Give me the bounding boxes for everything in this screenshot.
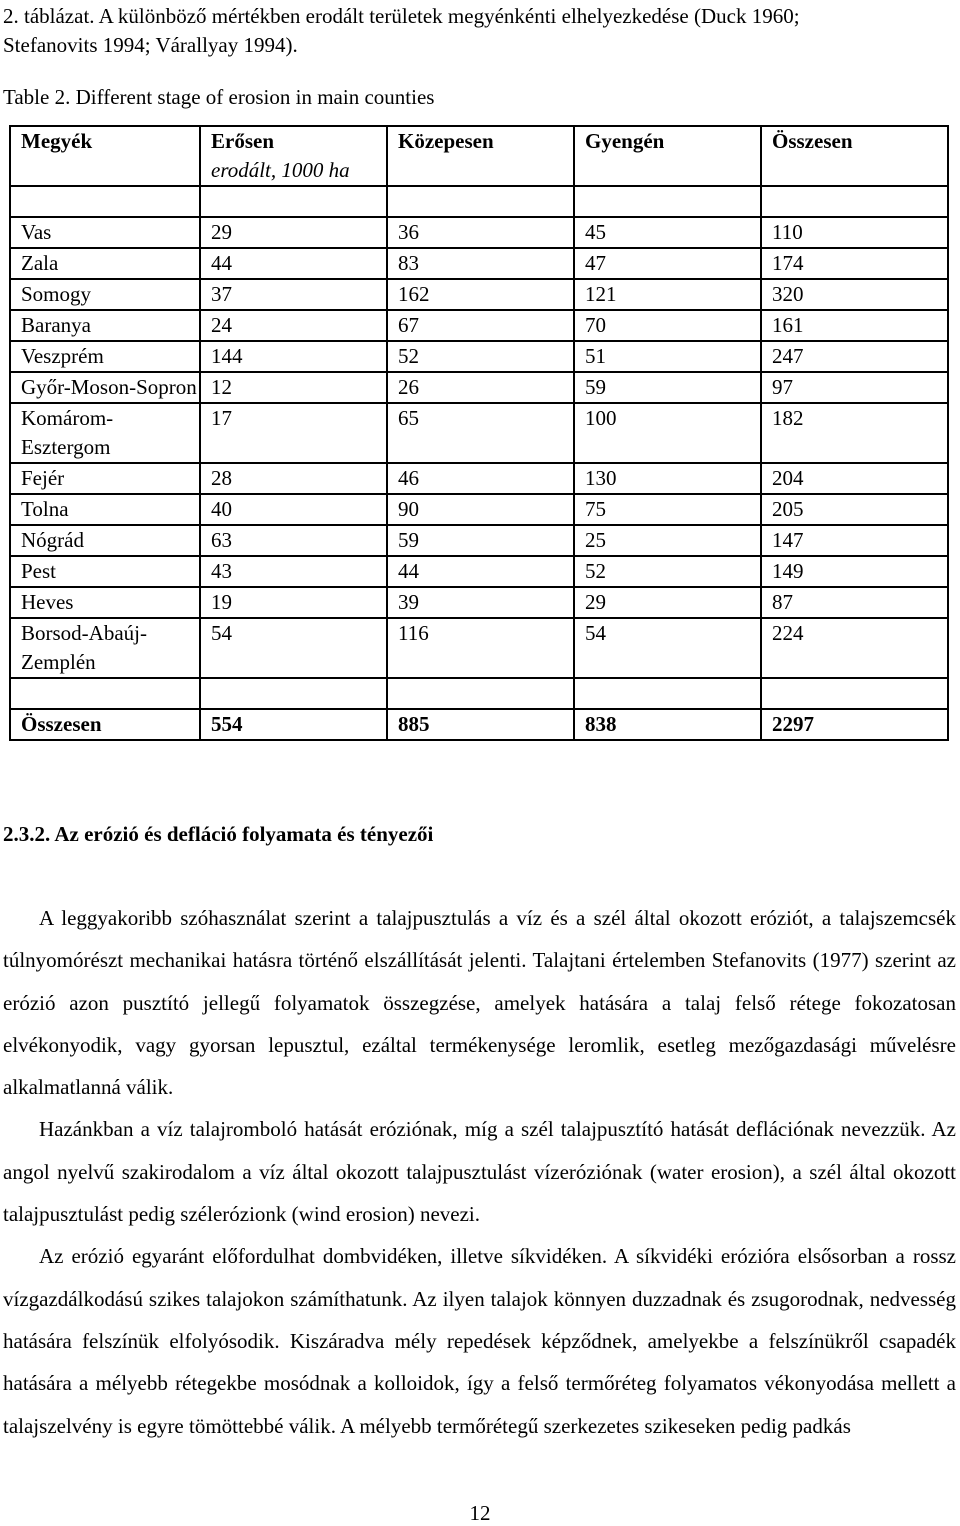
- cell-gyengen: 100: [574, 403, 761, 463]
- cell-erosen: 24: [200, 310, 387, 341]
- cell-osszesen: 320: [761, 279, 948, 310]
- cell-osszesen: 247: [761, 341, 948, 372]
- spacer-cell: [387, 678, 574, 709]
- section-heading: 2.3.2. Az erózió és defláció folyamata és tényezői: [3, 822, 434, 846]
- cell-erosen: 28: [200, 463, 387, 494]
- cell-osszesen: 97: [761, 372, 948, 403]
- table-row: [10, 372, 948, 403]
- cell-county: Pest: [10, 556, 200, 587]
- cell-osszesen: 182: [761, 403, 948, 463]
- paragraph-2: Hazánkban a víz talajromboló hatását eróziónak, míg a szél talajpusztító hatását deflációnak nevezzük. Az angol nyelvű szakirodalom a víz által okozott talajpusztulást vízeróziónak (water erosion), a szél által okozott talajpusztulást pedig szélerózionk (wind erosion) nevezi.: [3, 1117, 956, 1227]
- spacer-cell: [574, 678, 761, 709]
- cell-kozepesen: 83: [387, 248, 574, 279]
- cell-county: Nógrád: [10, 525, 200, 556]
- cell-gyengen: 52: [574, 556, 761, 587]
- cell-kozepesen: 52: [387, 341, 574, 372]
- cell-county: Vas: [10, 217, 200, 248]
- cell-county: Veszprém: [10, 341, 200, 372]
- header-osszesen: Összesen: [761, 126, 948, 186]
- cell-osszesen: 205: [761, 494, 948, 525]
- table-caption-hu: 2. táblázat. A különböző mértékben erodált területek megyénkénti elhelyezkedése (Duck 1960;: [3, 4, 800, 28]
- cell-county: Somogy: [10, 279, 200, 310]
- cell-kozepesen: 26: [387, 372, 574, 403]
- cell-county: Baranya: [10, 310, 200, 341]
- cell-kozepesen: 90: [387, 494, 574, 525]
- total-gyengen: 838: [574, 709, 761, 740]
- table-row: [10, 494, 948, 525]
- total-osszesen: 2297: [761, 709, 948, 740]
- cell-erosen: 19: [200, 587, 387, 618]
- cell-kozepesen: 39: [387, 587, 574, 618]
- spacer-cell: [200, 186, 387, 217]
- cell-osszesen: 161: [761, 310, 948, 341]
- cell-gyengen: 121: [574, 279, 761, 310]
- spacer-cell: [761, 186, 948, 217]
- table-row: [10, 217, 948, 248]
- cell-gyengen: 29: [574, 587, 761, 618]
- cell-kozepesen: 67: [387, 310, 574, 341]
- cell-gyengen: 130: [574, 463, 761, 494]
- erosion-table: [9, 125, 949, 741]
- cell-erosen: 54: [200, 618, 387, 678]
- table-row: [10, 248, 948, 279]
- cell-county: Borsod-Abaúj-Zemplén: [10, 618, 200, 678]
- header-subheader: erodált, 1000 ha: [211, 158, 350, 182]
- cell-county: Fejér: [10, 463, 200, 494]
- cell-osszesen: 224: [761, 618, 948, 678]
- cell-osszesen: 87: [761, 587, 948, 618]
- spacer-cell: [10, 186, 200, 217]
- cell-kozepesen: 46: [387, 463, 574, 494]
- table-total-row: [10, 709, 948, 740]
- cell-kozepesen: 44: [387, 556, 574, 587]
- spacer-cell: [10, 678, 200, 709]
- cell-county: Heves: [10, 587, 200, 618]
- table-row: [10, 587, 948, 618]
- table-spacer-row: [10, 186, 948, 217]
- cell-gyengen: 25: [574, 525, 761, 556]
- cell-gyengen: 47: [574, 248, 761, 279]
- cell-county: Győr-Moson-Sopron: [10, 372, 200, 403]
- table-row: [10, 279, 948, 310]
- table-row: [10, 463, 948, 494]
- table-caption-en: Table 2. Different stage of erosion in main counties: [3, 85, 435, 109]
- spacer-cell: [574, 186, 761, 217]
- cell-county: Zala: [10, 248, 200, 279]
- spacer-cell: [761, 678, 948, 709]
- cell-erosen: 44: [200, 248, 387, 279]
- paragraph-1: A leggyakoribb szóhasználat szerint a talajpusztulás a víz és a szél által okozott eróziót, a talajszemcsék túlnyomórészt mechanikai hatásra történő elszállítását jelenti. Talajtani értelemben Stefanovits (1977) szerint az erózió azon pusztító jellegű folyamatok összegzése, amelyek hatására a talaj felső rétege fokozatosan elvékonyodik, vagy gyorsan lepusztul, ezáltal termékenysége leromlik, esetleg mezőgazdasági művelésre alkalmatlanná válik.: [3, 906, 956, 1100]
- total-county: Összesen: [10, 709, 200, 740]
- cell-erosen: 12: [200, 372, 387, 403]
- header-erosen: Erősen erodált, 1000 ha: [200, 126, 387, 186]
- table-row: [10, 403, 948, 463]
- cell-gyengen: 75: [574, 494, 761, 525]
- spacer-cell: [387, 186, 574, 217]
- cell-osszesen: 147: [761, 525, 948, 556]
- header-megyek: Megyék: [10, 126, 200, 186]
- table-row: [10, 618, 948, 678]
- cell-gyengen: 59: [574, 372, 761, 403]
- cell-kozepesen: 59: [387, 525, 574, 556]
- cell-erosen: 29: [200, 217, 387, 248]
- cell-kozepesen: 65: [387, 403, 574, 463]
- cell-erosen: 144: [200, 341, 387, 372]
- table-row: [10, 310, 948, 341]
- cell-gyengen: 45: [574, 217, 761, 248]
- table-row: [10, 341, 948, 372]
- table-row: [10, 556, 948, 587]
- cell-osszesen: 174: [761, 248, 948, 279]
- table-spacer-row: [10, 678, 948, 709]
- cell-erosen: 63: [200, 525, 387, 556]
- table-row: [10, 525, 948, 556]
- cell-osszesen: 204: [761, 463, 948, 494]
- cell-erosen: 43: [200, 556, 387, 587]
- spacer-cell: [200, 678, 387, 709]
- cell-gyengen: 54: [574, 618, 761, 678]
- cell-county: Komárom-Esztergom: [10, 403, 200, 463]
- cell-erosen: 40: [200, 494, 387, 525]
- cell-gyengen: 70: [574, 310, 761, 341]
- table-header-row: [10, 126, 948, 186]
- cell-county: Tolna: [10, 494, 200, 525]
- cell-osszesen: 149: [761, 556, 948, 587]
- cell-erosen: 17: [200, 403, 387, 463]
- cell-erosen: 37: [200, 279, 387, 310]
- body-text: [3, 897, 956, 1447]
- cell-gyengen: 51: [574, 341, 761, 372]
- total-kozepesen: 885: [387, 709, 574, 740]
- cell-kozepesen: 36: [387, 217, 574, 248]
- paragraph-3: Az erózió egyaránt előfordulhat dombvidéken, illetve síkvidéken. A síkvidéki erózióra elsősorban a rossz vízgazdálkodású szikes talajokon számíthatunk. Az ilyen talajok könnyen duzzadnak és zsugorodnak, nedvesség hatására felszínük elfolyósodik. Kiszáradva mély repedések képződnek, amelyekbe a felszínükről csapadék hatására a mélyebb rétegekbe mosódnak a kolloidok, így a felső termőréteg folyamatos vékonyodása mellett a talajszelvény is egyre tömöttebbé válik. A mélyebb termőrétegű szerkezetes szikeseken pedig padkás: [3, 1244, 956, 1438]
- cell-kozepesen: 162: [387, 279, 574, 310]
- table-caption-hu-continued: Stefanovits 1994; Várallyay 1994).: [3, 33, 298, 57]
- header-gyengen: Gyengén: [574, 126, 761, 186]
- total-erosen: 554: [200, 709, 387, 740]
- cell-osszesen: 110: [761, 217, 948, 248]
- header-kozepesen: Közepesen: [387, 126, 574, 186]
- cell-kozepesen: 116: [387, 618, 574, 678]
- page-number: 12: [469, 1501, 491, 1525]
